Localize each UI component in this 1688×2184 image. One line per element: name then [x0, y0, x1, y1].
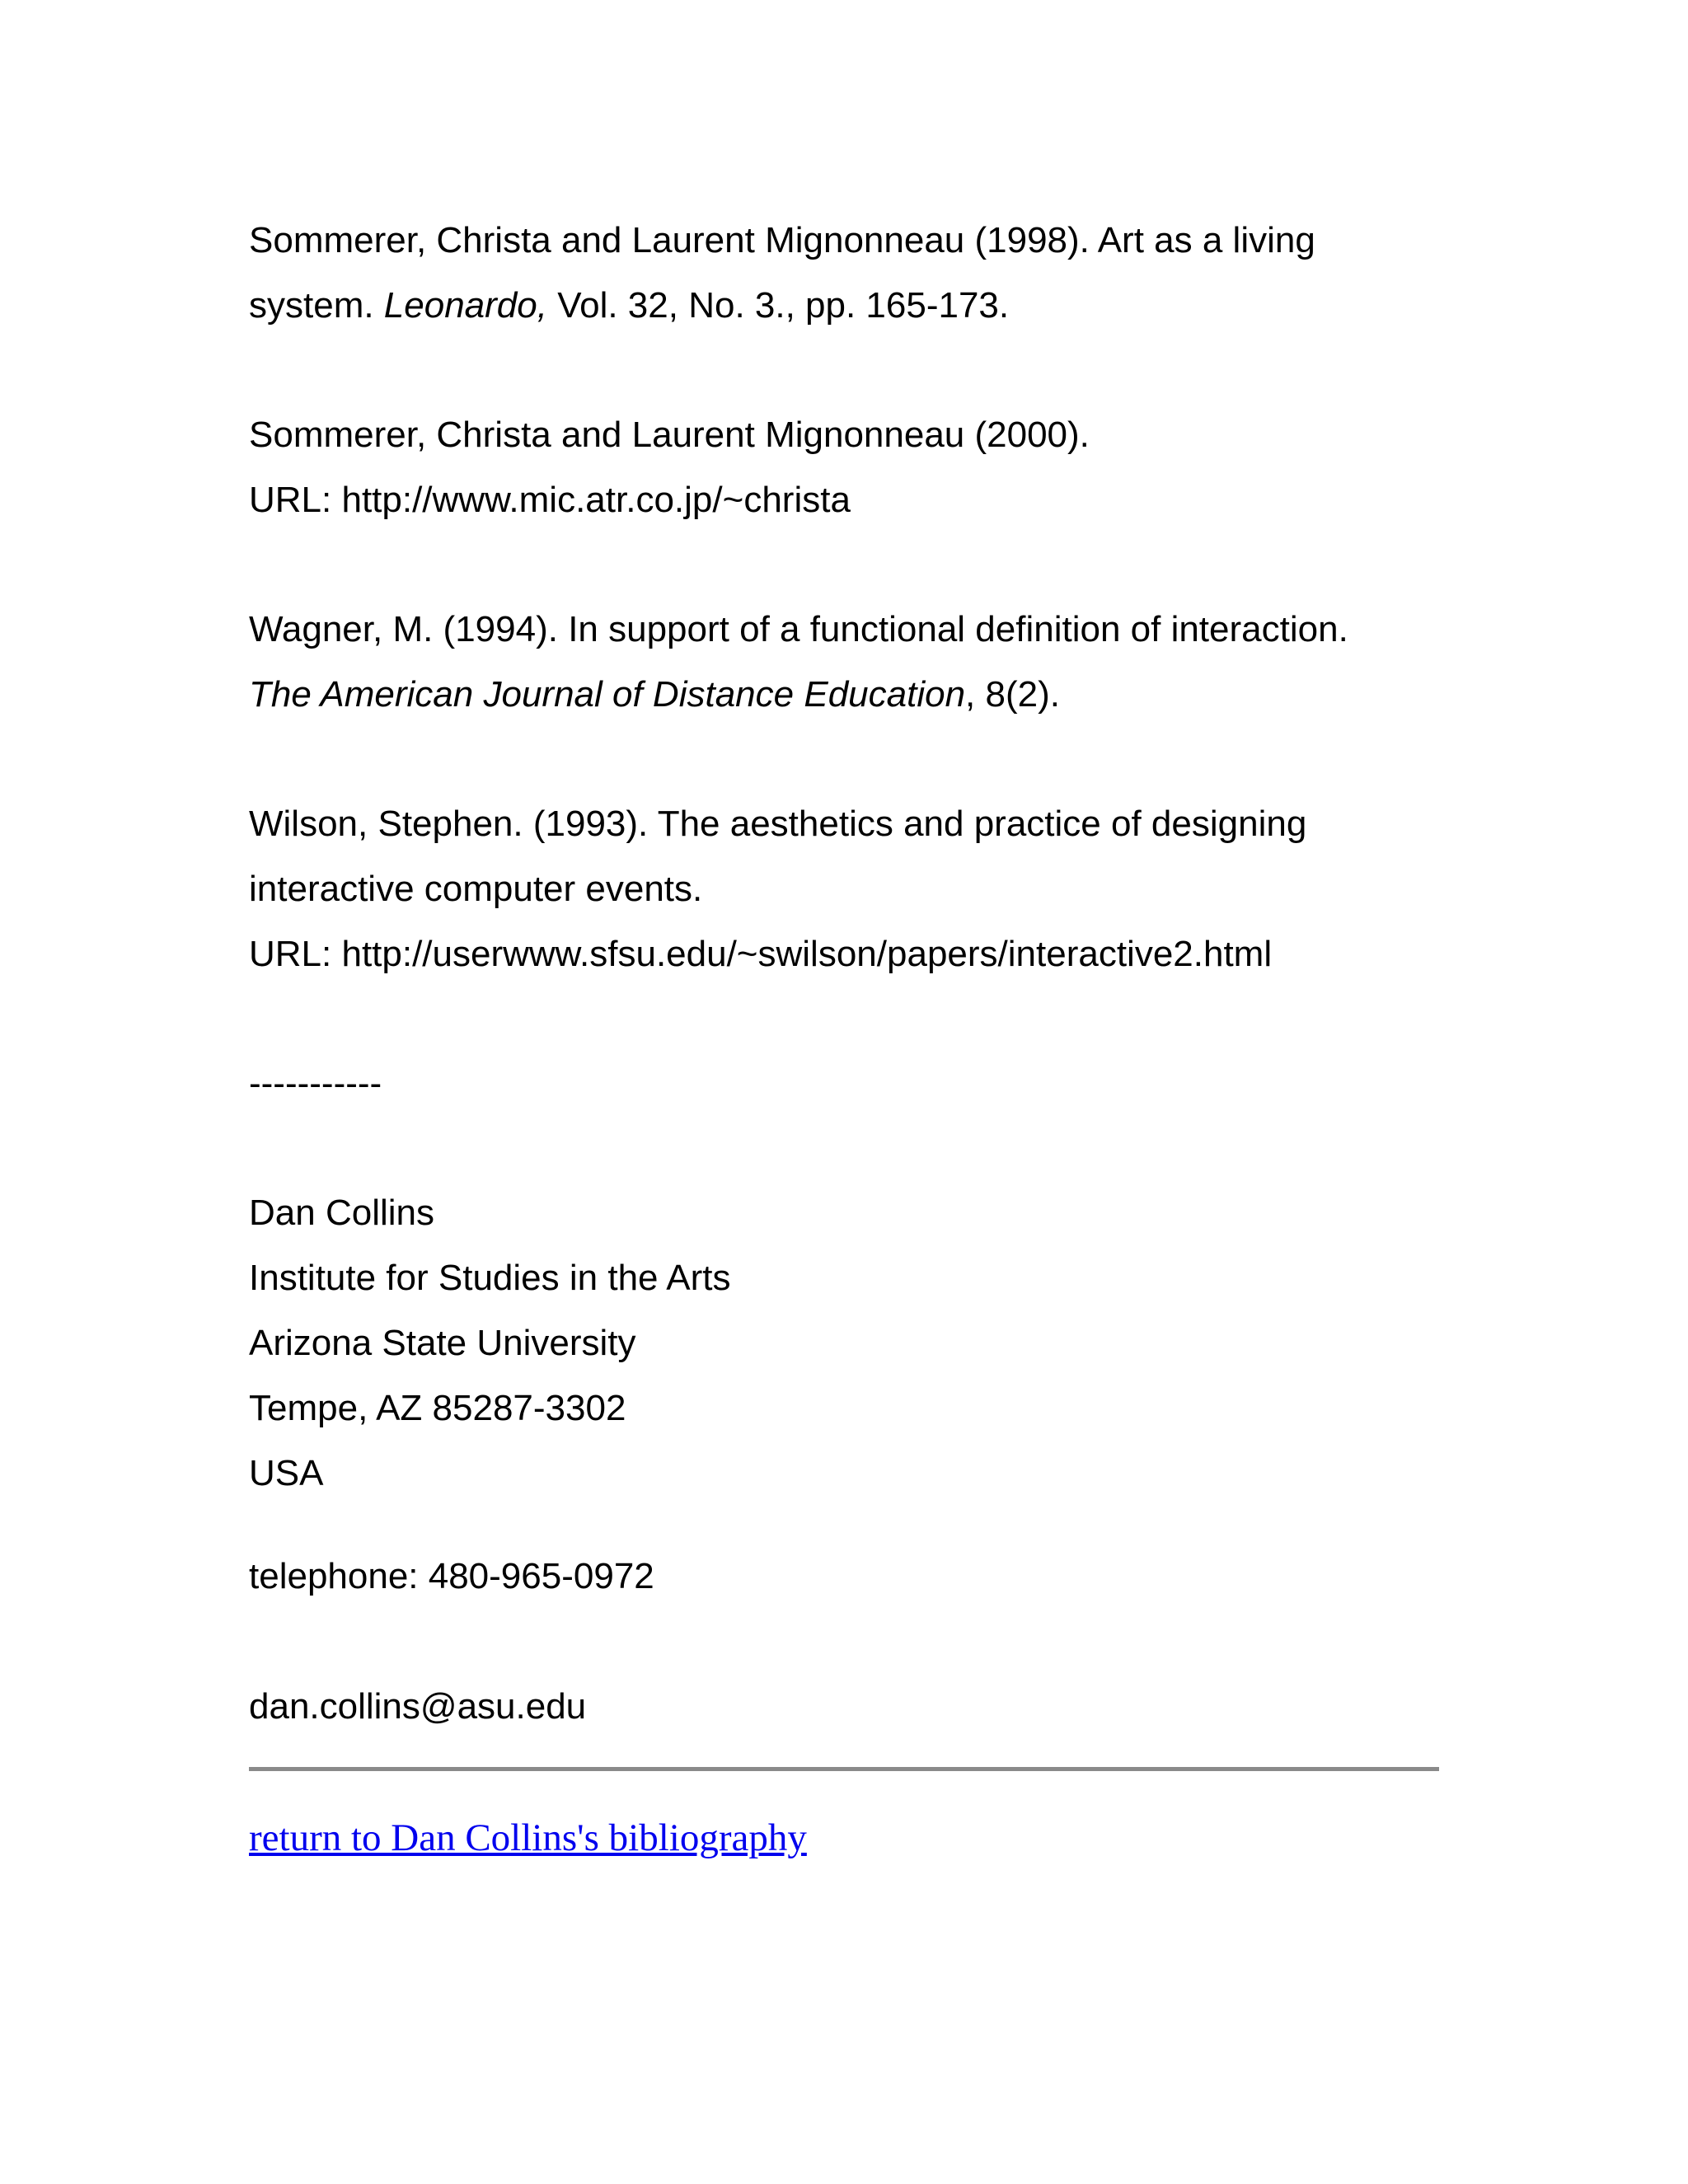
- reference-2-line-1: Sommerer, Christa and Laurent Mignonneau (2000).: [249, 415, 1090, 455]
- author-country: USA: [249, 1453, 324, 1493]
- reference-1-text: system.: [249, 285, 384, 326]
- reference-1-volume: Vol. 32, No. 3., pp. 165-173.: [546, 285, 1010, 326]
- author-email: dan.collins@asu.edu: [249, 1686, 587, 1727]
- horizontal-rule: [249, 1767, 1439, 1771]
- reference-3-line-1: Wagner, M. (1994). In support of a functional definition of interaction.: [249, 609, 1348, 649]
- dash-separator: -----------: [249, 1063, 382, 1104]
- reference-1-journal: Leonardo,: [383, 285, 547, 326]
- author-university: Arizona State University: [249, 1323, 636, 1363]
- author-institute: Institute for Studies in the Arts: [249, 1258, 731, 1298]
- author-city: Tempe, AZ 85287-3302: [249, 1388, 626, 1428]
- author-telephone: telephone: 480-965-0972: [249, 1556, 654, 1596]
- author-name: Dan Collins: [249, 1193, 434, 1233]
- return-to-bibliography-link[interactable]: return to Dan Collins's bibliography: [249, 1816, 807, 1859]
- reference-4-line-1: Wilson, Stephen. (1993). The aesthetics and practice of designing: [249, 804, 1307, 844]
- reference-3-journal: The American Journal of Distance Education: [249, 674, 966, 715]
- reference-2-url: URL: http://www.mic.atr.co.jp/~christa: [249, 480, 851, 520]
- reference-4-line-2: interactive computer events.: [249, 869, 703, 909]
- reference-3-issue: , 8(2).: [965, 674, 1060, 715]
- reference-3-line-2: [249, 674, 1060, 715]
- reference-1-line-1: Sommerer, Christa and Laurent Mignonneau (1998). Art as a living: [249, 220, 1315, 260]
- reference-4-url: URL: http://userwww.sfsu.edu/~swilson/papers/interactive2.html: [249, 934, 1273, 974]
- reference-1-line-2: [249, 285, 1010, 326]
